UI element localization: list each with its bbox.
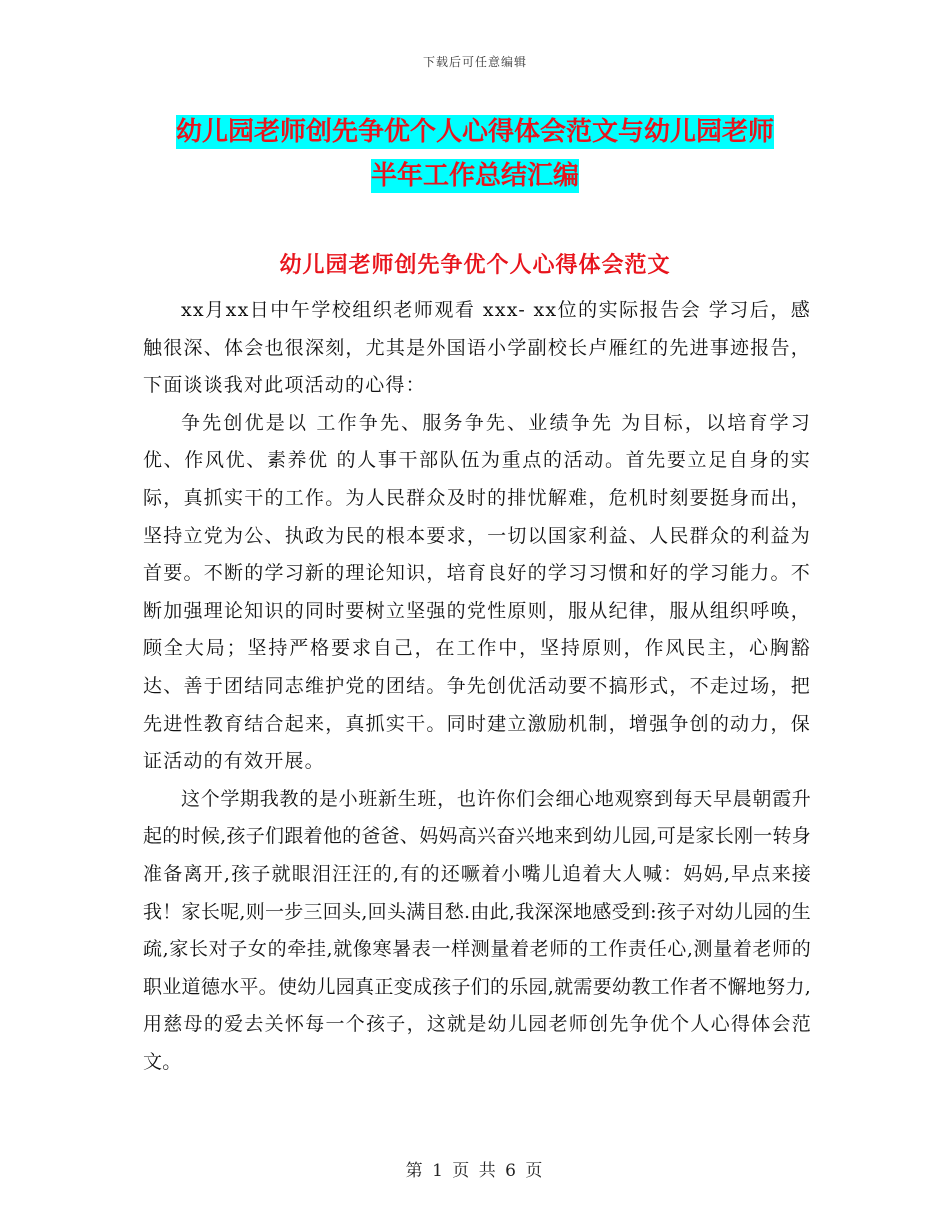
section-title: 幼儿园老师创先争优个人心得体会范文 [279,252,671,278]
paragraph-1: xx月xx日中午学校组织老师观看 xxx- xx位的实际报告会 学习后，感触很深、体会也很深刻，尤其是外国语小学副校长卢雁红的先进事迹报告，下面谈谈我对此项活动的心得： [143,299,811,397]
header-note: 下载后可任意编辑 [422,55,527,69]
paragraph-3: 这个学期我教的是小班新生班，也许你们会细心地观察到每天早晨朝霞升起的时候,孩子们跟着他的爸爸、妈妈高兴奋兴地来到幼儿园,可是家长刚一转身准备离开,孩子就眼泪汪汪的,有的还噘着小嘴儿追着大人喊：妈妈,早点来接我！家长呢,则一步三回头,回头满目愁.由此,我深深地感受到:孩子对幼儿园的生疏,家长对子女的牵挂,就像寒暑表一样测量着老师的工作责任心,测量着老师的职业道德水平。使幼儿园真正变成孩子们的乐园,就需要幼教工作者不懈地努力,用慈母的爱去关怀每一个孩子，这就是幼儿园老师创先争优个人心得体会范文。 [143,787,811,1073]
title-line-1: 幼儿园老师创先争优个人心得体会范文与幼儿园老师 [175,117,774,147]
paragraph-2: 争先创优是以 工作争先、服务争先、业绩争先 为目标，以培育学习优、作风优、素养优 的人事干部队伍为重点的活动。首先要立足自身的实际，真抓实干的工作。为人民群众及时的排忧解难，危机时刻要挺身而出，坚持立党为公、执政为民的根本要求，一切以国家利益、人民群众的利益为首要。不断的学习新的理论知识，培育良好的学习习惯和好的学习能力。不断加强理论知识的同时要树立坚强的党性原则，服从纪律，服从组织呼唤，顾全大局；坚持严格要求自己，在工作中，坚持原则，作风民主，心胸豁达、善于团结同志维护党的团结。争先创优活动要不搞形式，不走过场，把先进性教育结合起来，真抓实干。同时建立激励机制，增强争创的动力，保证活动的有效开展。 [143,411,811,773]
page-number: 第 1 页 共 6 页 [405,1161,545,1181]
title-line-2: 半年工作总结汇编 [370,161,579,191]
body-text [143,292,811,1081]
document-title [0,110,950,198]
